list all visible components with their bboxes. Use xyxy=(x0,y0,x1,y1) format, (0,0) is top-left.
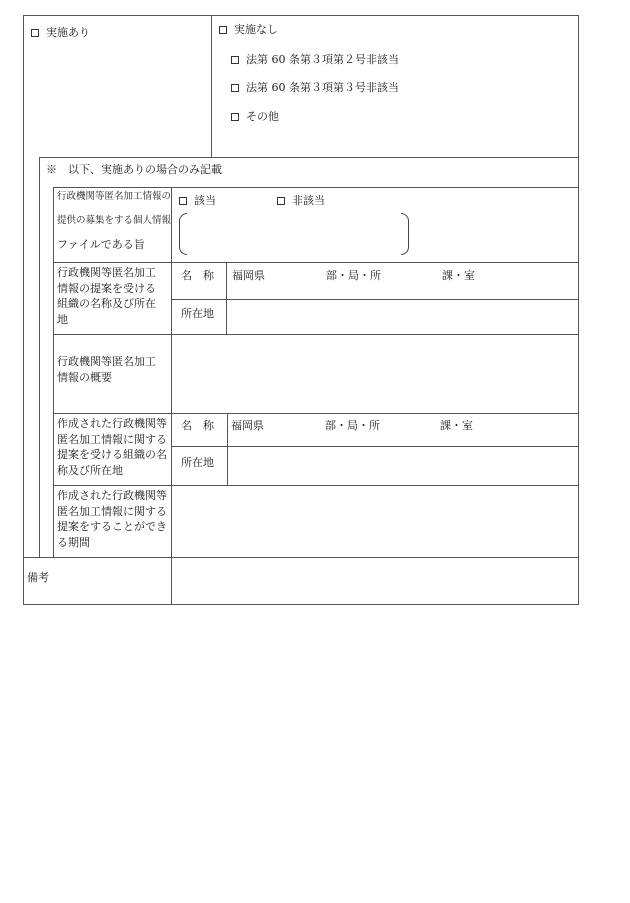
row-line-5 xyxy=(23,557,579,558)
applicable-label: 該当 xyxy=(194,194,216,207)
row-line-4 xyxy=(53,485,579,486)
personal-info-file-label-1: 行政機関等匿名加工情報の xyxy=(57,191,172,202)
not-applicable-checkbox[interactable] xyxy=(277,197,285,205)
reason-label-2: 法第 60 条第３項第３号非該当 xyxy=(246,81,399,94)
not-implemented-label: 実施なし xyxy=(234,23,278,36)
reason-label-1: 法第 60 条第３項第２号非該当 xyxy=(246,53,399,66)
row-line-3 xyxy=(53,413,579,414)
border-top xyxy=(23,15,579,16)
remarks-label: 備考 xyxy=(27,571,49,584)
row-line-1 xyxy=(53,262,579,263)
reason-label-3: その他 xyxy=(246,110,279,123)
label-column-line xyxy=(171,187,172,605)
not-applicable-option[interactable] xyxy=(277,193,325,208)
paren-right xyxy=(401,213,409,255)
proposal-org-name-label: 名 称 xyxy=(181,269,214,282)
reason-option-1[interactable] xyxy=(231,52,399,67)
paren-left xyxy=(179,213,187,255)
proposal-period-label: 作成された行政機関等匿名加工情報に関する提案をすることができる期間 xyxy=(57,489,167,549)
applicable-option[interactable] xyxy=(179,193,216,208)
reason-option-3[interactable] xyxy=(231,109,279,124)
reason-option-2[interactable] xyxy=(231,80,399,95)
divider-table-top xyxy=(53,187,579,188)
reason-checkbox-2[interactable] xyxy=(231,84,239,92)
reason-checkbox-3[interactable] xyxy=(231,113,239,121)
proposal-org-label: 行政機関等匿名加工情報の提案を受ける組織の名称及び所在地 xyxy=(57,266,156,326)
proposal-org-dept: 部・局・所 xyxy=(326,269,381,282)
indent-line-2 xyxy=(53,187,54,558)
personal-info-file-label-3: ファイルである旨 xyxy=(57,238,145,251)
not-implemented-checkbox[interactable] xyxy=(219,26,227,34)
applicable-checkbox[interactable] xyxy=(179,197,187,205)
proposal-org-prefecture: 福岡県 xyxy=(232,269,265,282)
created-proposal-org-dept: 部・局・所 xyxy=(325,419,380,432)
created-proposal-org-prefecture: 福岡県 xyxy=(231,419,264,432)
reason-checkbox-1[interactable] xyxy=(231,56,239,64)
not-implemented-option[interactable] xyxy=(219,22,278,37)
sublabel-line-1 xyxy=(226,262,227,334)
sublabel-line-2 xyxy=(227,413,228,486)
overview-label: 行政機関等匿名加工情報の概要 xyxy=(57,355,156,384)
border-right xyxy=(578,15,579,605)
divider-note-top xyxy=(39,157,579,158)
created-proposal-org-label: 作成された行政機関等匿名加工情報に関する提案を受ける組織の名称及び所在地 xyxy=(57,417,167,477)
proposal-org-address-label: 所在地 xyxy=(181,307,214,320)
indent-line-1 xyxy=(39,157,40,558)
note-only-if-done: ※ 以下、実施ありの場合のみ記載 xyxy=(46,163,222,176)
proposal-org-section: 課・室 xyxy=(442,269,475,282)
implemented-option[interactable] xyxy=(31,25,90,40)
personal-info-file-label-2: 提供の募集をする個人情報 xyxy=(57,215,172,226)
row-line-1b xyxy=(171,299,579,300)
row-line-2 xyxy=(53,334,579,335)
created-proposal-org-section: 課・室 xyxy=(440,419,473,432)
not-applicable-label: 非該当 xyxy=(292,194,325,207)
created-proposal-org-name-label: 名 称 xyxy=(181,419,214,432)
border-bottom xyxy=(23,604,579,605)
implemented-checkbox[interactable] xyxy=(31,29,39,37)
divider-impl xyxy=(211,15,212,157)
created-proposal-org-address-label: 所在地 xyxy=(181,456,214,469)
implemented-label: 実施あり xyxy=(46,26,90,39)
border-left xyxy=(23,15,24,605)
row-line-3b xyxy=(171,446,579,447)
